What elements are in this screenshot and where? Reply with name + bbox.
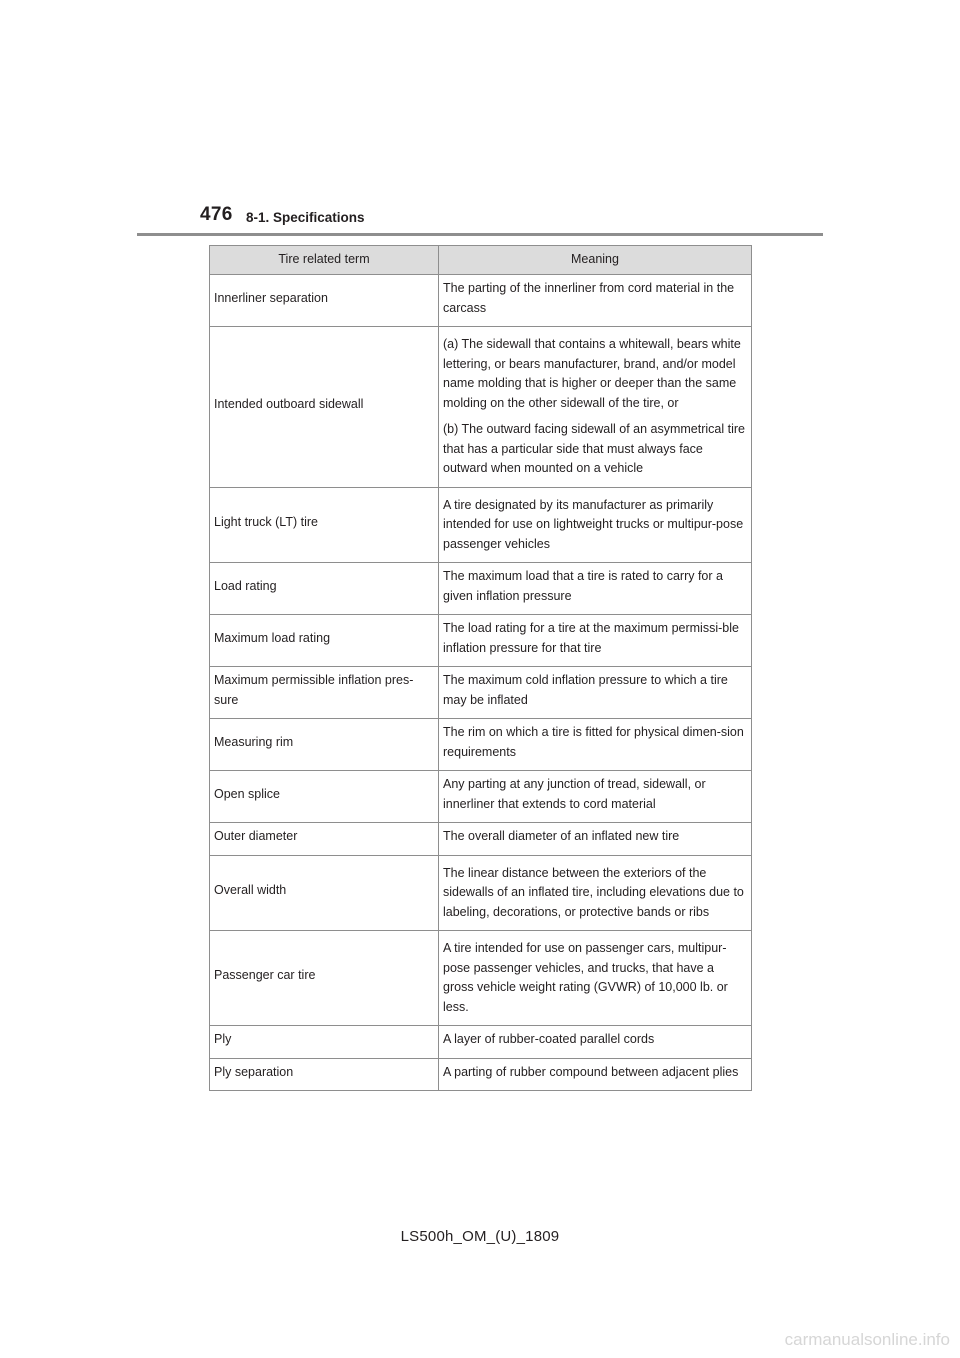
table-row [210, 823, 752, 856]
meaning-text: The maximum cold inflation pressure to which a tire may be inflated [443, 673, 728, 707]
term-cell: Load rating [210, 563, 439, 615]
term-cell: Ply separation [210, 1058, 439, 1091]
meaning-cell [439, 931, 752, 1026]
watermark: carmanualsonline.info [784, 1330, 950, 1349]
table-row [210, 563, 752, 615]
meaning-cell [439, 1058, 752, 1091]
term-cell: Light truck (LT) tire [210, 487, 439, 563]
document-code: LS500h_OM_(U)_1809 [400, 1228, 560, 1245]
meaning-cell [439, 667, 752, 719]
meaning-cell [439, 771, 752, 823]
term-cell: Passenger car tire [210, 931, 439, 1026]
section-title: 8-1. Specifications [246, 210, 365, 225]
table-row [210, 855, 752, 931]
meaning-cell [439, 823, 752, 856]
page-number: 476 [200, 204, 233, 225]
table-row [210, 1058, 752, 1091]
term-cell: Measuring rim [210, 719, 439, 771]
meaning-text: The linear distance between the exteriors of the sidewalls of an inflated tire, including elevations due to labeling, decorations, or protective bands or ribs [443, 865, 744, 919]
table-row [210, 487, 752, 563]
table-row [210, 771, 752, 823]
term-cell: Open splice [210, 771, 439, 823]
table-row [210, 1026, 752, 1059]
meaning-cell [439, 1026, 752, 1059]
meaning-text: The parting of the innerliner from cord material in the carcass [443, 281, 735, 315]
meaning-cell [439, 719, 752, 771]
table-row [210, 719, 752, 771]
column-header-meaning: Meaning [439, 246, 752, 275]
term-cell: Innerliner separation [210, 275, 439, 327]
term-cell: Maximum load rating [210, 615, 439, 667]
table-row [210, 275, 752, 327]
term-cell: Outer diameter [210, 823, 439, 856]
column-header-term: Tire related term [210, 246, 439, 275]
table-row [210, 615, 752, 667]
term-cell: Maximum permissible inflation pres-sure [210, 667, 439, 719]
meaning-text: (a) The sidewall that contains a whitewall, bears white lettering, or bears manufacturer, brand, and/or model name molding that is higher or deeper than the same molding on the other sidewall of the tire, or [443, 337, 741, 410]
term-cell: Overall width [210, 855, 439, 931]
meaning-text: A parting of rubber compound between adjacent plies [443, 1064, 739, 1079]
meaning-text: The load rating for a tire at the maximum permissi-ble inflation pressure for that tire [443, 621, 739, 655]
table-row [210, 931, 752, 1026]
meaning-cell [439, 487, 752, 563]
meaning-cell [439, 275, 752, 327]
meaning-text: The maximum load that a tire is rated to carry for a given inflation pressure [443, 569, 723, 603]
meaning-text: A tire designated by its manufacturer as primarily intended for use on lightweight trucks or multipur-pose passenger vehicles [443, 497, 744, 551]
meaning-text: (b) The outward facing sidewall of an asymmetrical tire that has a particular side that must always face outward when mounted on a vehicle [443, 422, 745, 475]
meaning-text: A layer of rubber-coated parallel cords [443, 1032, 655, 1046]
table-header-row [210, 246, 752, 275]
meaning-text: The rim on which a tire is fitted for physical dimen-sion requirements [443, 725, 744, 759]
meaning-cell [439, 615, 752, 667]
header-divider [137, 233, 823, 236]
tire-terms-table [209, 245, 752, 1091]
meaning-text: The overall diameter of an inflated new tire [443, 829, 680, 843]
table-row [210, 327, 752, 488]
term-cell: Ply [210, 1026, 439, 1059]
meaning-text: Any parting at any junction of tread, sidewall, or innerliner that extends to cord material [443, 777, 706, 811]
term-cell: Intended outboard sidewall [210, 327, 439, 488]
meaning-text: A tire intended for use on passenger cars, multipur-pose passenger vehicles, and trucks, that have a gross vehicle weight rating (GVWR) of 10,000 lb. or less. [443, 941, 728, 1014]
meaning-cell [439, 563, 752, 615]
meaning-cell [439, 855, 752, 931]
table-row [210, 667, 752, 719]
meaning-cell [439, 327, 752, 488]
